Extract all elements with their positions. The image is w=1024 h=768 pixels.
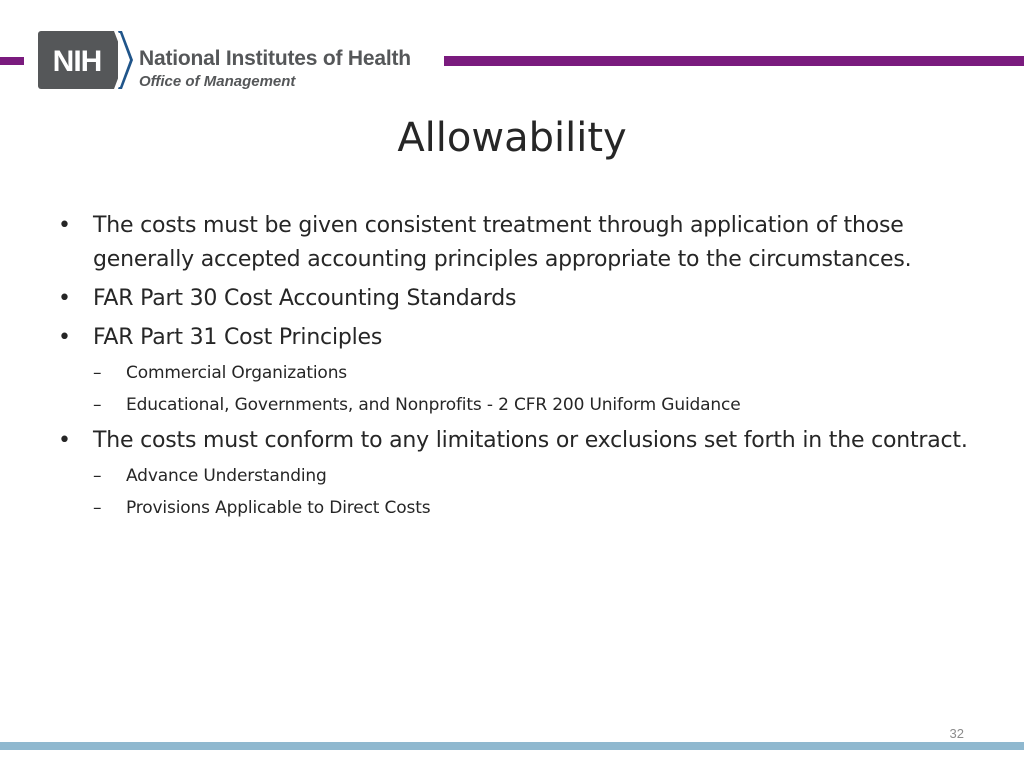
bullet-text: The costs must be given consistent treatment through application of those generally accepted accounting principles appropriate to the circumstances. [93, 213, 912, 272]
sub-bullet-marker: – [93, 395, 102, 415]
bullet-item [58, 424, 978, 458]
sub-bullet-item [58, 392, 978, 419]
bullet-text: FAR Part 31 Cost Principles [93, 325, 383, 350]
footer-strip [0, 750, 1024, 768]
sub-bullet-text: Advance Understanding [126, 466, 327, 486]
bullet-marker: • [58, 428, 71, 453]
sub-bullet-text: Educational, Governments, and Nonprofits - 2 CFR 200 Uniform Guidance [126, 395, 741, 415]
bullet-marker: • [58, 325, 71, 350]
footer-accent-bar [0, 742, 1024, 750]
nih-logo [38, 31, 134, 89]
bullet-text: The costs must conform to any limitations or exclusions set forth in the contract. [93, 428, 968, 453]
nih-logo-text: NIH [52, 45, 102, 78]
nih-logo-graphic [38, 31, 134, 89]
sub-bullet-marker: – [93, 466, 102, 486]
office-name: Office of Management [139, 73, 296, 90]
header-accent-bar-left [0, 57, 24, 65]
sub-bullet-text: Commercial Organizations [126, 363, 348, 383]
page-number: 32 [949, 726, 964, 741]
sub-bullet-item [58, 360, 978, 387]
sub-bullet-marker: – [93, 363, 102, 383]
header-accent-bar-right [444, 56, 1024, 66]
sub-bullet-item [58, 495, 978, 522]
bullet-marker: • [58, 213, 71, 238]
organization-name: National Institutes of Health [139, 47, 411, 70]
bullet-text: FAR Part 30 Cost Accounting Standards [93, 286, 517, 311]
sub-bullet-text: Provisions Applicable to Direct Costs [126, 498, 431, 518]
sub-bullet-marker: – [93, 498, 102, 518]
slide-content [58, 209, 978, 527]
bullet-item [58, 209, 978, 277]
bullet-marker: • [58, 286, 71, 311]
bullet-item [58, 321, 978, 355]
slide-title: Allowability [397, 115, 627, 161]
bullet-item [58, 282, 978, 316]
sub-bullet-item [58, 463, 978, 490]
